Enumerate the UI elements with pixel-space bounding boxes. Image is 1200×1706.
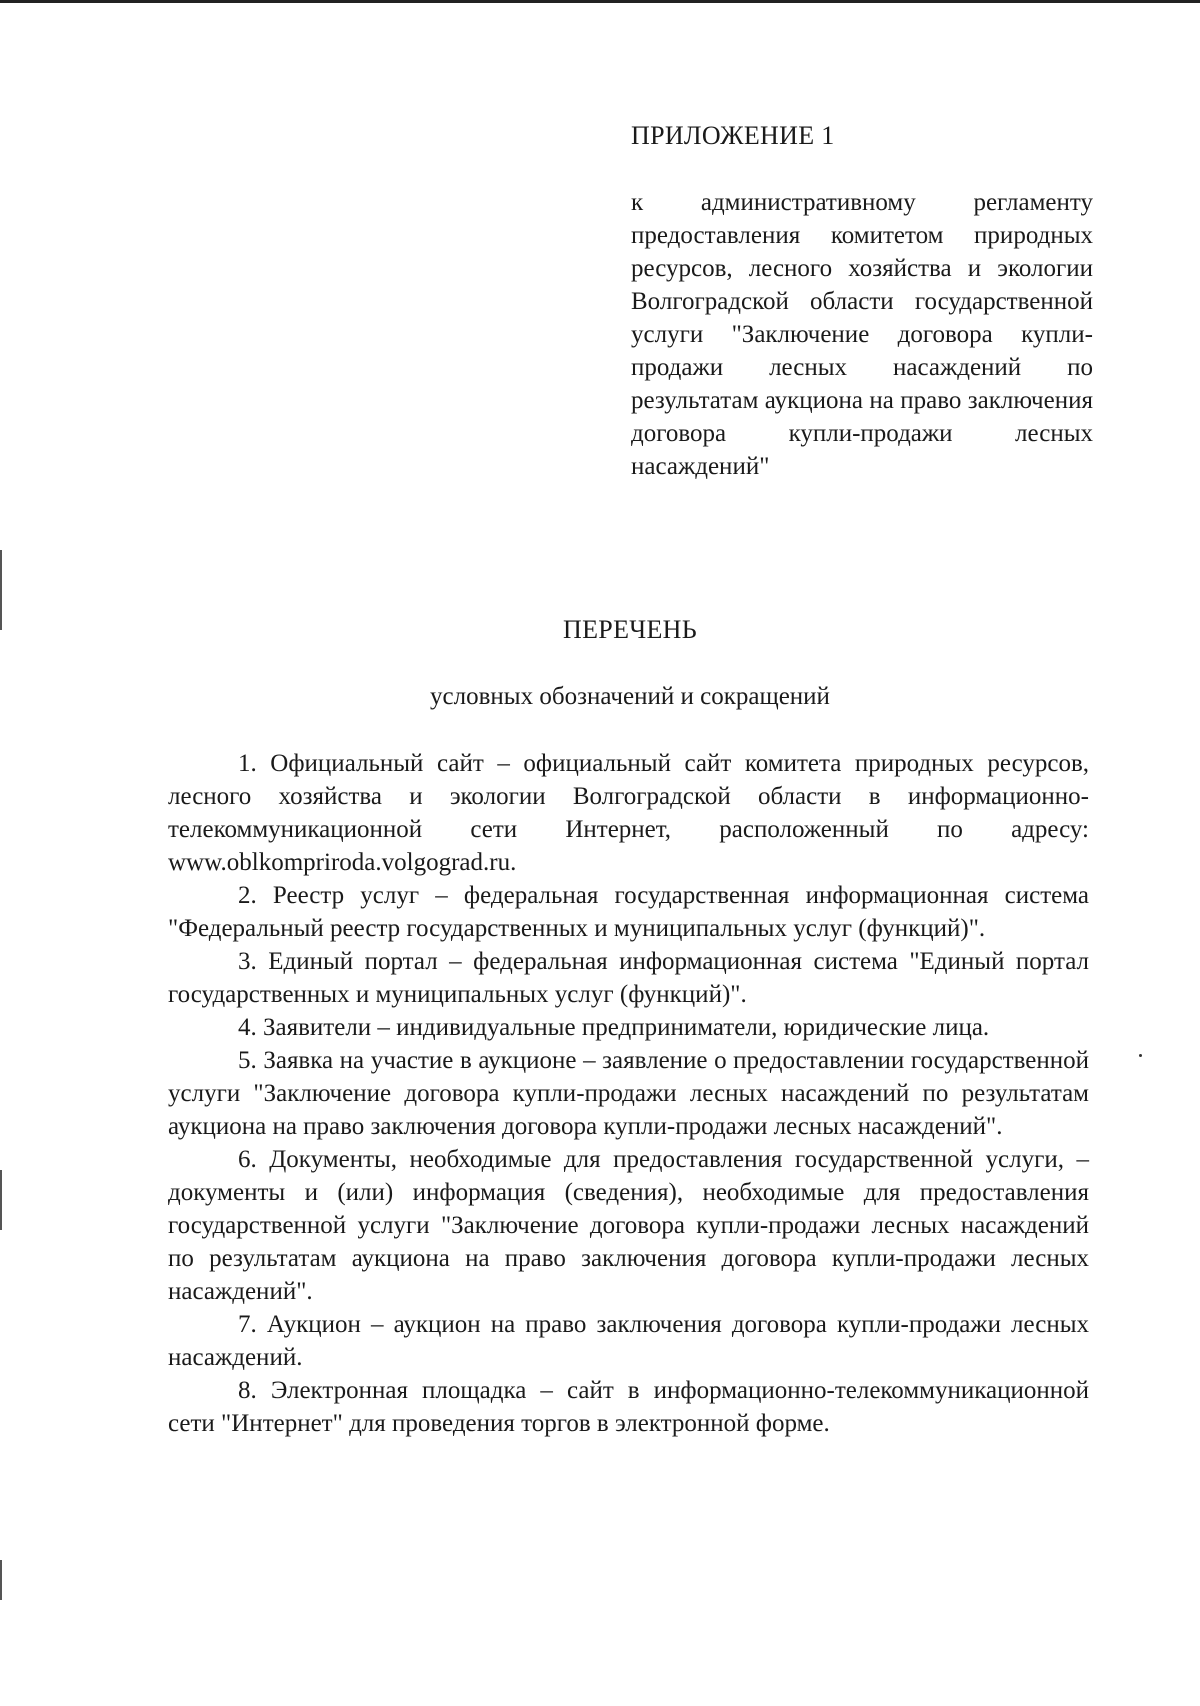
scan-left-mark — [0, 1170, 2, 1230]
scan-speck — [1139, 1054, 1142, 1057]
scan-left-mark — [0, 1560, 2, 1600]
definition-item: 6. Документы, необходимые для предоставления государственной услуги, – документы и (или) информация (сведения), необходимые для предоставления государственной услуги "Заключение договора купли-продажи лесных насаждений по результатам аукциона на право заключения договора купли-продажи лесных насаждений". — [168, 1146, 1089, 1305]
document-subtitle: условных обозначений и сокращений — [430, 683, 830, 710]
definition-item: 1. Официальный сайт – официальный сайт комитета природных ресурсов, лесного хозяйства и экологии Волгоградской области в информационно-телекоммуникационной сети Интернет, расположенный по адресу: www.oblkompriroda.volgograd.ru. — [168, 750, 1089, 876]
definitions-list — [168, 747, 1089, 1440]
definition-item: 2. Реестр услуг – федеральная государственная информационная система "Федеральный реестр государственных и муниципальных услуг (функций)". — [168, 882, 1089, 942]
definition-item: 8. Электронная площадка – сайт в информационно-телекоммуникационной сети "Интернет" для проведения торгов в электронной форме. — [168, 1377, 1089, 1437]
appendix-block — [631, 118, 1093, 483]
appendix-title: ПРИЛОЖЕНИЕ 1 — [631, 121, 835, 150]
scan-top-edge — [0, 0, 1200, 3]
appendix-text: к административному регламенту предоставления комитетом природных ресурсов, лесного хозяйства и экологии Волгоградской области государственной услуги "Заключение договора купли-продажи лесных насаждений по результатам аукциона на право заключения договора купли-продажи лесных насаждений" — [631, 189, 1093, 480]
definition-item: 4. Заявители – индивидуальные предприниматели, юридические лица. — [238, 1014, 990, 1041]
document-title: ПЕРЕЧЕНЬ — [563, 615, 697, 644]
definition-item: 5. Заявка на участие в аукционе – заявление о предоставлении государственной услуги "Заключение договора купли-продажи лесных насаждений по результатам аукциона на право заключения договора купли-продажи лесных насаждений". — [168, 1047, 1089, 1140]
definition-item: 3. Единый портал – федеральная информационная система "Единый портал государственных и муниципальных услуг (функций)". — [168, 948, 1089, 1008]
definition-item: 7. Аукцион – аукцион на право заключения договора купли-продажи лесных насаждений. — [168, 1311, 1089, 1371]
